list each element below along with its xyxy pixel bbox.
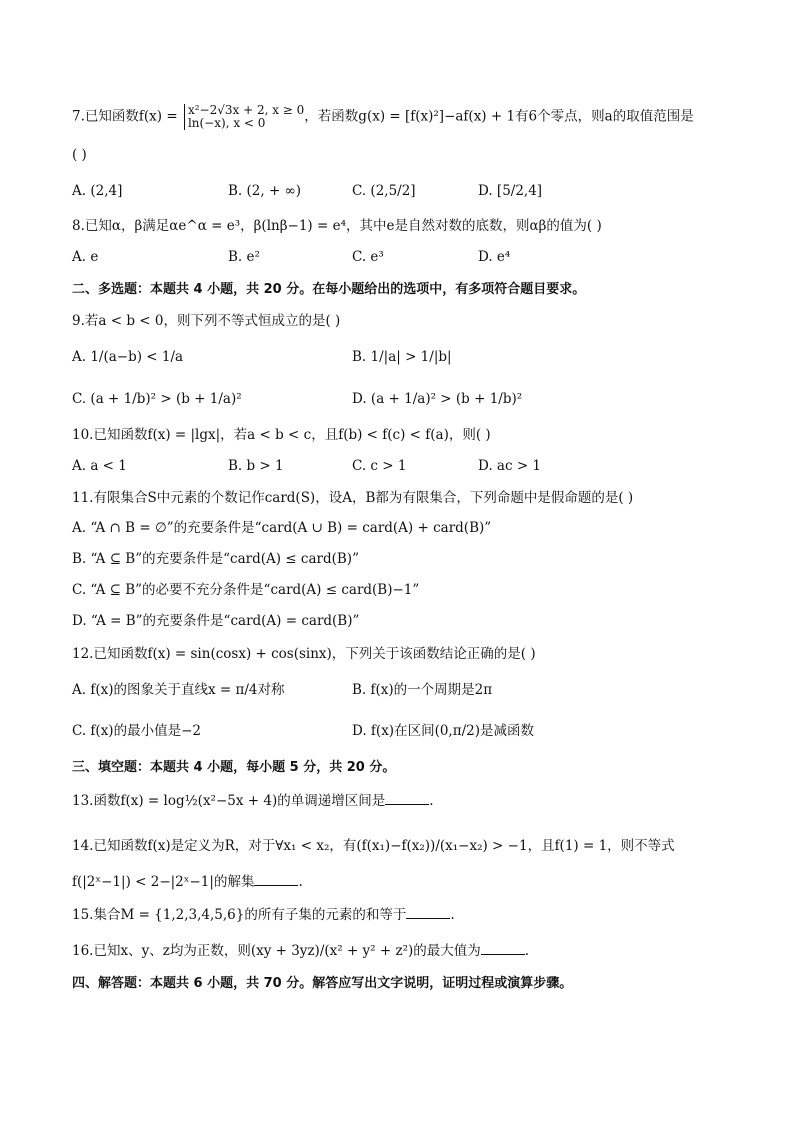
q11-option-a[interactable]: A. “A ∩ B = ∅”的充要条件是“card(A ∪ B) = card(A) + card(B)” [72,520,492,536]
q11-option-b[interactable]: B. “A ⊆ B”的充要条件是“card(A) ≤ card(B)” [72,551,359,567]
q7-option-b[interactable]: B. (2, + ∞) [228,183,302,199]
question-15 [72,904,455,925]
q7-case-1: x²−2√3x + 2, x ≥ 0 [187,103,305,117]
question-12-stem: 12.已知函数f(x) = sin(cosx) + cos(sinx)，下列关于该函数结论正确的是( ) [72,646,536,662]
question-9-stem: 9.若a < b < 0，则下列不等式恒成立的是( ) [72,313,341,329]
q9-option-d[interactable]: D. (a + 1/a)² > (b + 1/b)² [352,391,523,407]
q8-option-b[interactable]: B. e² [228,249,260,265]
q9-option-c[interactable]: C. (a + 1/b)² > (b + 1/a)² [72,391,242,407]
q7-option-a[interactable]: A. (2,4] [72,183,123,199]
q15-answer-blank[interactable] [406,904,450,919]
q16-stem: 16.已知x、y、z均为正数，则(xy + 3yz)/(x² + y² + z²)的最大值为 [72,943,481,959]
q7-paren: ( ) [72,147,87,163]
question-14-line-2 [72,871,303,892]
q7-case-2: ln(−x), x < 0 [187,116,266,130]
section-4-heading: 四、解答题：本题共 6 小题，共 70 分。解答应写出文字说明，证明过程或演算步骤。 [72,976,573,991]
q10-option-d[interactable]: D. ac > 1 [478,458,542,474]
question-10-stem: 10.已知函数f(x) = |lgx|，若a < b < c，且f(b) < f(c) < f(a)，则( ) [72,427,491,443]
q10-option-b[interactable]: B. b > 1 [228,458,284,474]
question-8-stem: 8.已知α，β满足αe^α = e³，β(lnβ−1) = e⁴，其中e是自然对数的底数，则αβ的值为( ) [72,218,602,234]
q7-func-def: f(x) = [138,108,178,125]
q8-option-d[interactable]: D. e⁴ [478,249,511,265]
q13-stem: 13.函数f(x) = log½(x²−5x + 4)的单调递增区间是 [72,793,386,809]
q7-option-d[interactable]: D. [5/2,4] [478,183,543,199]
q14-answer-blank[interactable] [254,871,298,886]
q10-option-a[interactable]: A. a < 1 [72,458,127,474]
q12-option-a[interactable]: A. f(x)的图象关于直线x = π/4对称 [72,682,285,698]
q12-option-c[interactable]: C. f(x)的最小值是−2 [72,723,201,739]
question-16 [72,940,529,961]
q9-option-a[interactable]: A. 1/(a−b) < 1/a [72,349,184,365]
q7-stem-b: ，若函数g(x) = [f(x)²]−af(x) + 1有6个零点，则a的取值范围是 [304,108,694,125]
q16-answer-blank[interactable] [481,940,525,955]
q8-option-c[interactable]: C. e³ [352,249,384,265]
question-7-stem [72,104,694,130]
q8-option-a[interactable]: A. e [72,249,99,265]
q13-end: . [429,793,434,809]
q14-end: . [298,874,303,890]
q16-end: . [524,943,530,959]
q9-option-b[interactable]: B. 1/|a| > 1/|b| [352,349,452,365]
section-3-heading: 三、填空题：本题共 4 小题，每小题 5 分，共 20 分。 [72,760,396,775]
q10-option-c[interactable]: C. c > 1 [352,458,407,474]
q15-stem: 15.集合M = {1,2,3,4,5,6}的所有子集的元素的和等于 [72,907,407,923]
q14-line-2-text: f(|2ˣ−1|) < 2−|2ˣ−1|的解集 [72,874,255,890]
section-2-heading: 二、多选题：本题共 4 小题，共 20 分。在每小题给出的选项中，有多项符合题目要求。 [72,282,586,297]
q12-option-b[interactable]: B. f(x)的一个周期是2π [352,682,493,698]
question-14-line-1: 14.已知函数f(x)是定义为R，对于∀x₁ < x₂，有(f(x₁)−f(x₂))/(x₁−x₂) > −1，且f(1) = 1，则不等式 [72,838,675,854]
q11-option-d[interactable]: D. “A = B”的充要条件是“card(A) = card(B)” [72,613,360,629]
question-11-stem: 11.有限集合S中元素的个数记作card(S)，设A，B都为有限集合，下列命题中是假命题的是( ) [72,490,634,506]
q13-answer-blank[interactable] [385,790,429,805]
q15-end: . [450,907,455,923]
q11-option-c[interactable]: C. “A ⊆ B”的必要不充分条件是“card(A) ≤ card(B)−1” [72,582,420,598]
q7-option-c[interactable]: C. (2,5/2] [352,183,416,199]
q12-option-d[interactable]: D. f(x)在区间(0,π/2)是减函数 [352,723,534,739]
q7-stem-a: 7.已知函数 [72,108,139,125]
question-13 [72,790,434,811]
q7-piecewise [184,104,304,130]
